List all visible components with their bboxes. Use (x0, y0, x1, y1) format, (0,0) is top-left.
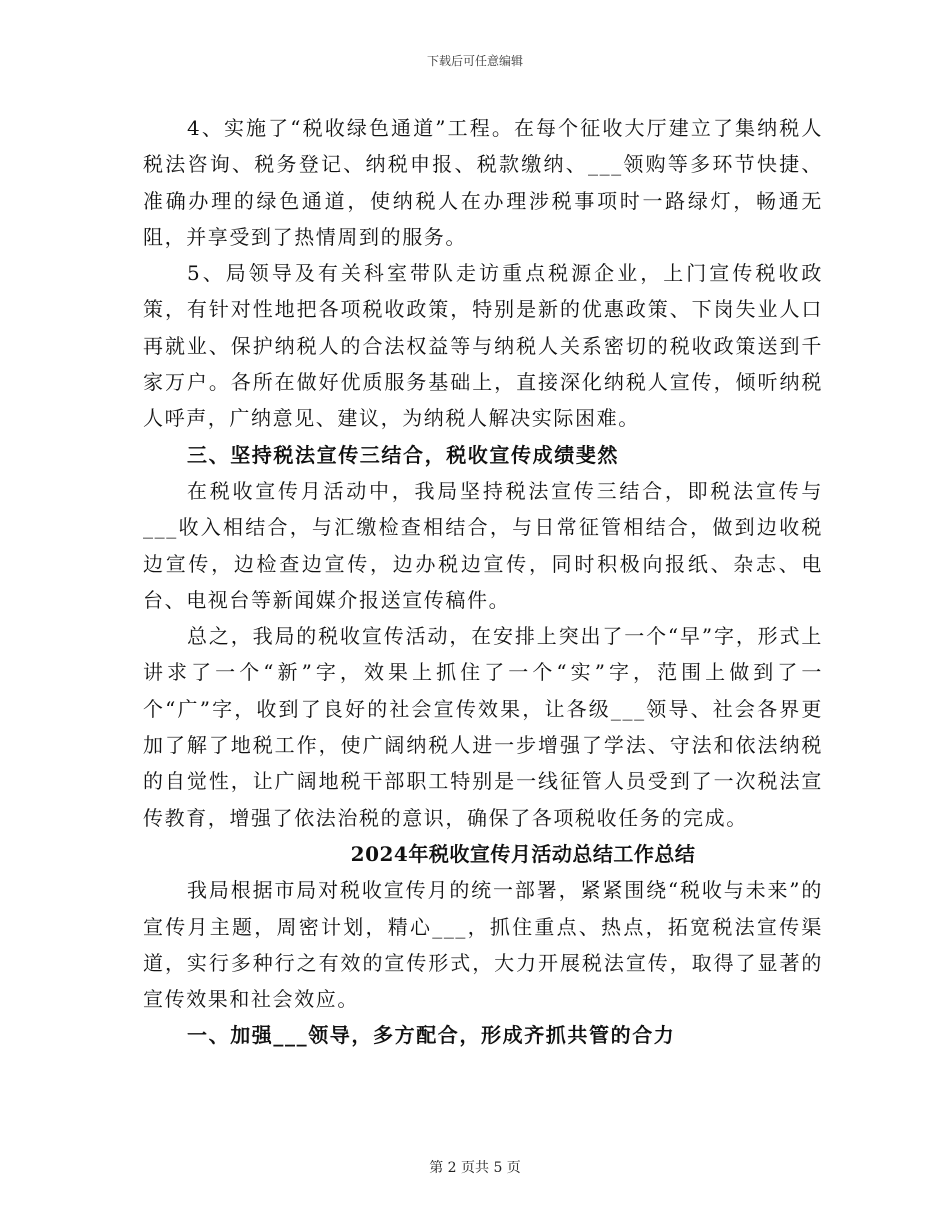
document-title: 2024年税收宣传月活动总结工作总结 (350, 841, 696, 866)
paragraph-three-combinations: 在税收宣传月活动中，我局坚持税法宣传三结合，即税法宣传与___收入相结合，与汇缴检查相结合，与日常征管相结合，做到边收税边宣传，边检查边宣传，边办税边宣传，同时积极向报纸、杂志、电台、电视台等新闻媒介报送宣传稿件。 (143, 478, 823, 612)
page-header: 下载后可任意编辑 (426, 54, 523, 68)
document-body (143, 110, 823, 1054)
section-heading-3: 三、坚持税法宣传三结合，税收宣传成绩斐然 (187, 442, 619, 467)
paragraph-item-5: 5、局领导及有关科室带队走访重点税源企业，上门宣传税收政策，有针对性地把各项税收政策，特别是新的优惠政策、下岗失业人口再就业、保护纳税人的合法权益等与纳税人关系密切的税收政策送到千家万户。各所在做好优质服务基础上，直接深化纳税人宣传，倾听纳税人呼声，广纳意见、建议，为纳税人解决实际困难。 (143, 261, 823, 431)
paragraph-item-4: 4、实施了“税收绿色通道”工程。在每个征收大厅建立了集纳税人税法咨询、税务登记、纳税申报、税款缴纳、___领购等多环节快捷、准确办理的绿色通道，使纳税人在办理涉税事项时一路绿灯，畅通无阻，并享受到了热情周到的服务。 (143, 116, 823, 249)
paragraph-conclusion: 总之，我局的税收宣传活动，在安排上突出了一个“早”字，形式上讲求了一个“新”字，效果上抓住了一个“实”字，范围上做到了一个“广”字，收到了良好的社会宣传效果，让各级___领导、社会各界更加了解了地税工作，使广阔纳税人进一步增强了学法、守法和依法纳税的自觉性，让广阔地税干部职工特别是一线征管人员受到了一次税法宣传教育，增强了依法治税的意识，确保了各项税收任务的完成。 (143, 624, 823, 830)
paragraph-intro: 我局根据市局对税收宣传月的统一部署，紧紧围绕“税收与未来”的宣传月主题，周密计划，精心___，抓住重点、热点，拓宽税法宣传渠道，实行多种行之有效的宣传形式，大力开展税法宣传，取得了显著的宣传效果和社会效应。 (143, 878, 823, 1012)
page-footer: 第 2 页共 5 页 (429, 1160, 521, 1176)
section-heading-1: 一、加强___领导，多方配合，形成齐抓共管的合力 (187, 1023, 676, 1048)
